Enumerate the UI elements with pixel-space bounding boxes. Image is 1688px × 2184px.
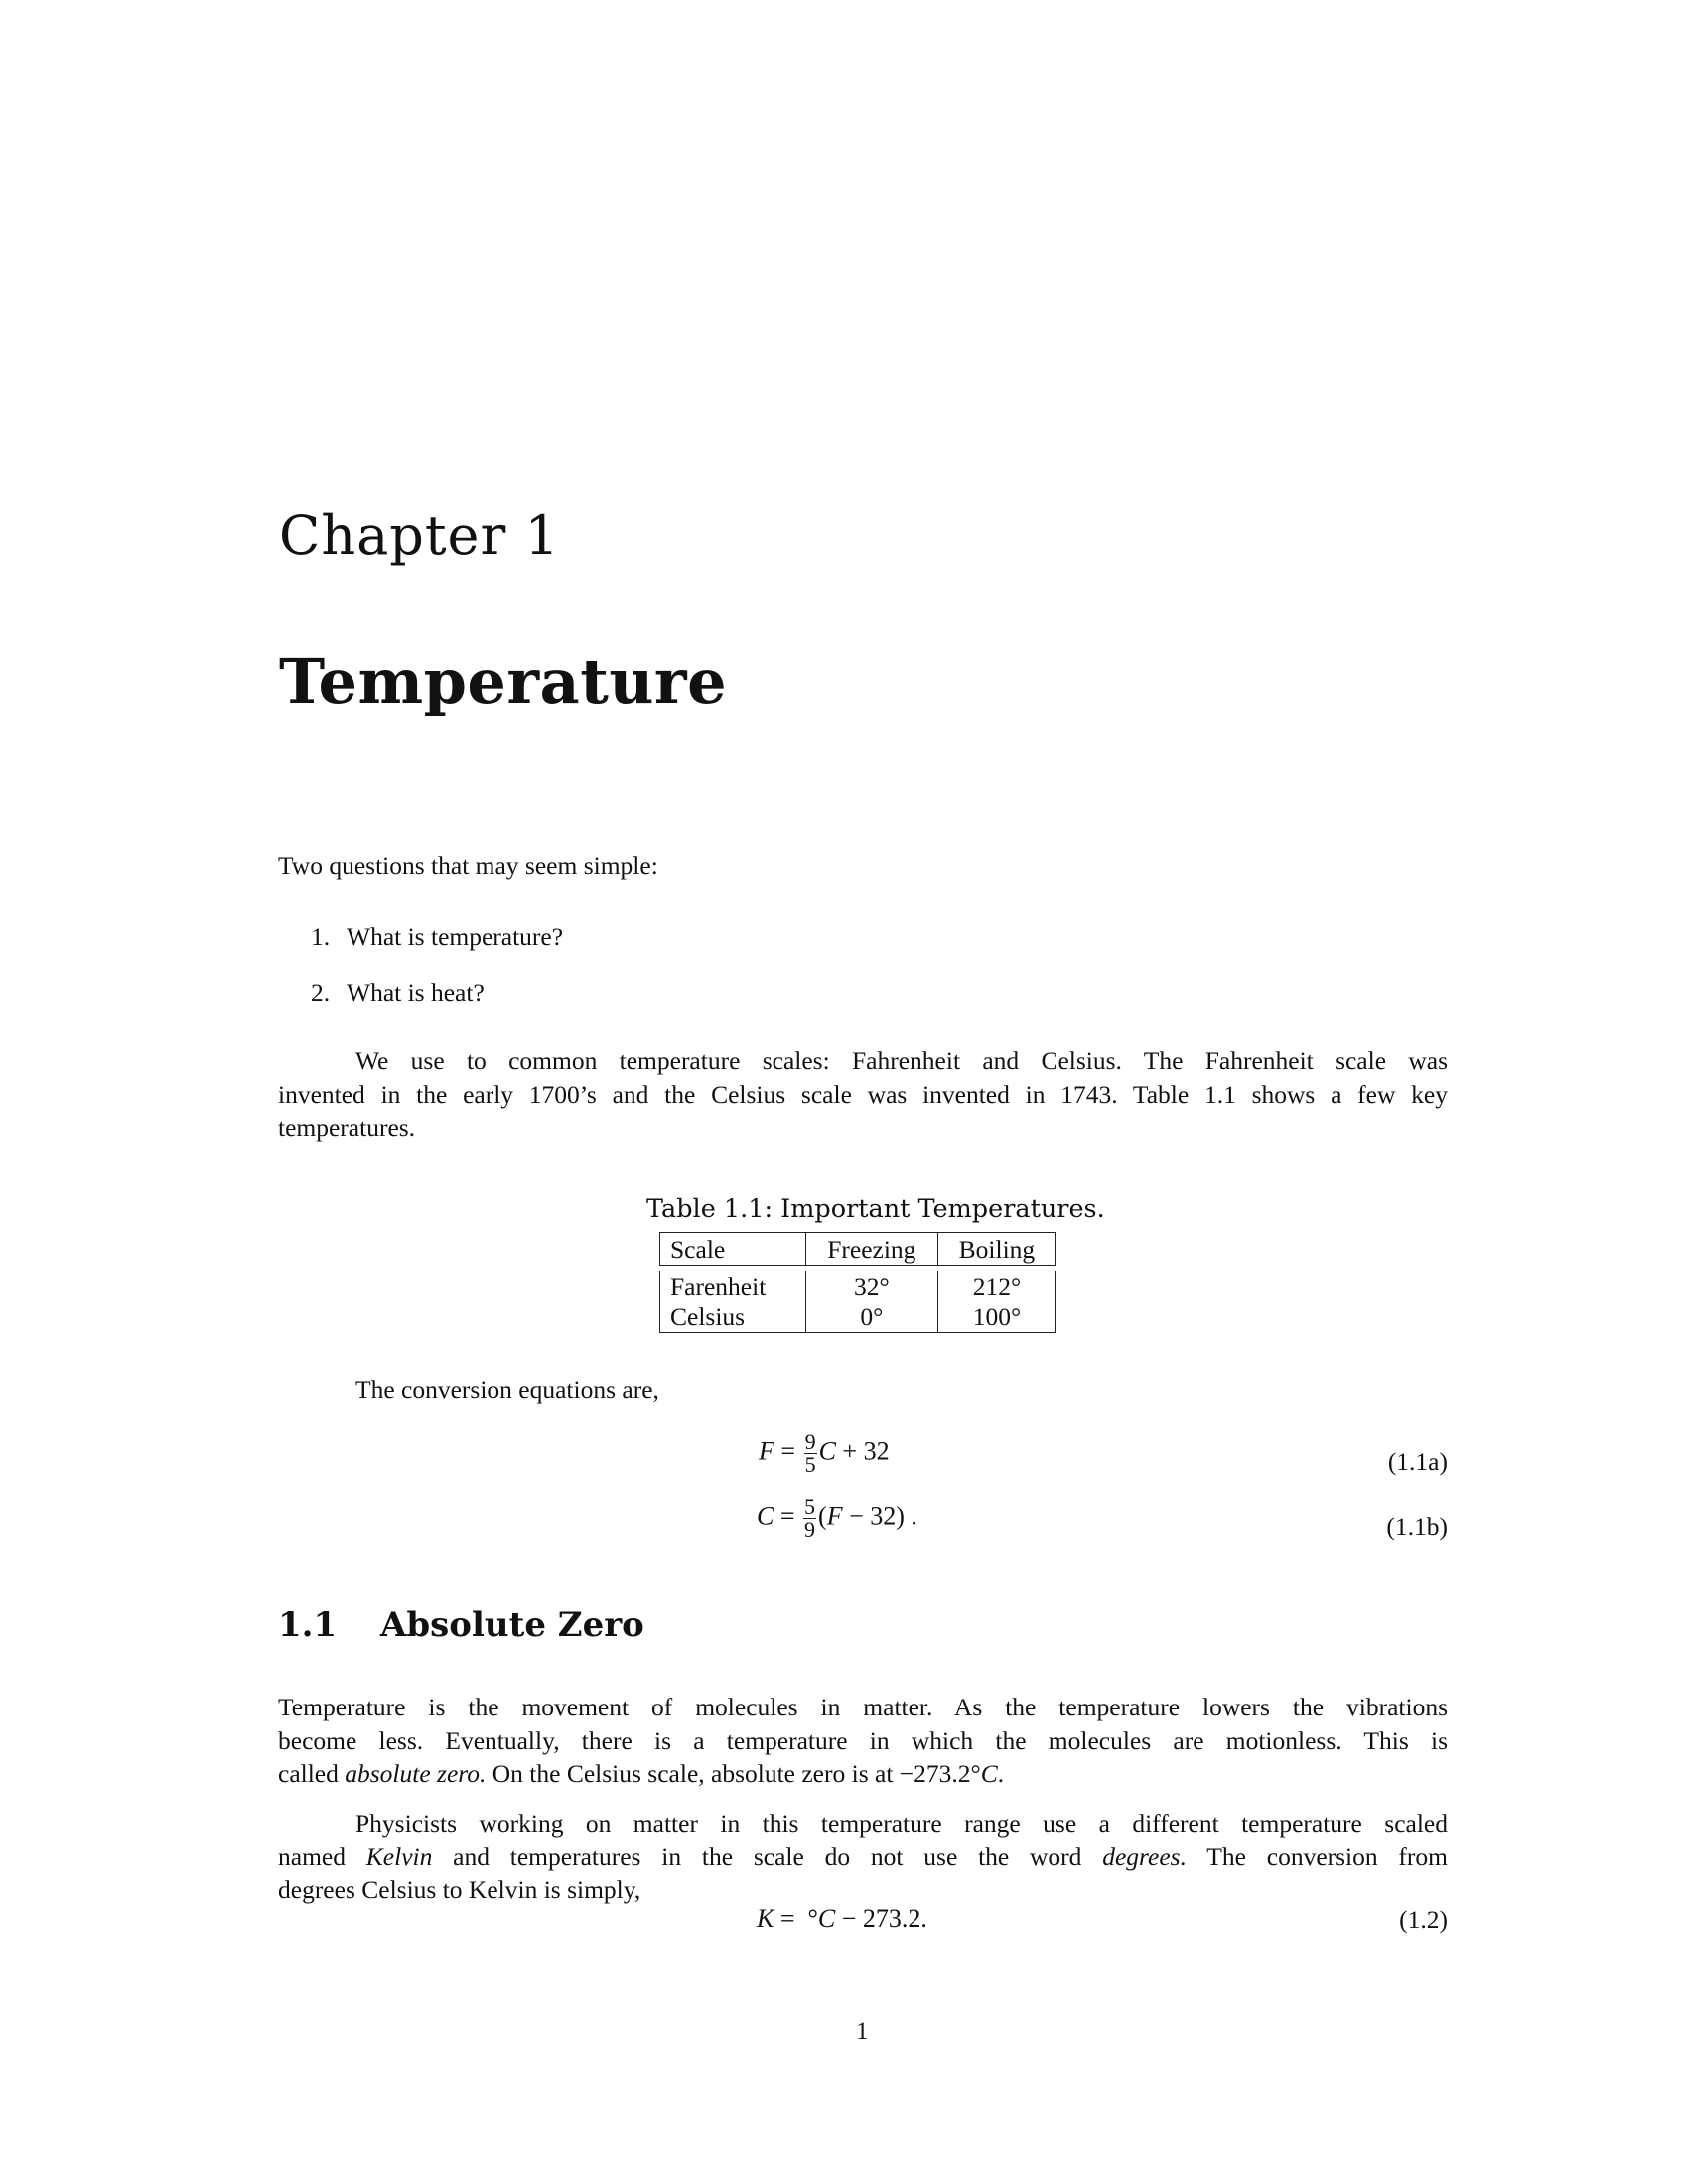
eq-rest: + 32 — [835, 1436, 890, 1466]
table-cell: 0° — [805, 1301, 937, 1333]
table-cell: 32° — [805, 1271, 937, 1301]
kelvin-paragraph — [278, 1807, 1448, 1907]
paragraph-line: We use to common temperature scales: Fahrenheit and Celsius. The Fahrenheit scale was — [355, 1046, 1448, 1075]
question-list-item — [311, 976, 485, 1010]
table-header-row — [660, 1233, 1056, 1266]
eq-paren: ( — [818, 1501, 827, 1531]
eq-var: C — [817, 1904, 836, 1933]
temperatures-table — [659, 1232, 1056, 1333]
table-header-cell: Scale — [660, 1233, 806, 1266]
eq-equals: = — [780, 1436, 796, 1466]
table-cell: Farenheit — [660, 1271, 806, 1301]
emphasis-kelvin: Kelvin — [365, 1842, 433, 1871]
equation-number: (1.1a) — [1387, 1447, 1448, 1476]
paragraph-line: Physicists working on matter in this temperature range use a different temperature scaled — [355, 1809, 1448, 1838]
eq-rest: − 273.2. — [835, 1904, 927, 1933]
eq-lhs: K — [757, 1904, 774, 1933]
eq-var: F — [826, 1501, 843, 1531]
equation-1-1b — [757, 1496, 917, 1541]
emphasis-degrees: degrees. — [1102, 1842, 1187, 1871]
chapter-title: Temperature — [279, 645, 728, 718]
table-row — [660, 1271, 1056, 1301]
emphasis-absolute-zero: absolute zero. — [345, 1759, 487, 1788]
eq-equals: = ° — [774, 1904, 818, 1933]
eq-lhs: F — [759, 1436, 774, 1466]
question-list-item — [311, 920, 563, 954]
paragraph-line: Temperature is the movement of molecules in matter. As the temperature lowers the vibrations — [278, 1693, 1448, 1721]
paragraph-line: invented in the early 1700’s and the Celsius scale was invented in 1743. Table 1.1 shows a few key — [278, 1079, 1448, 1109]
list-number: 2. — [311, 978, 331, 1007]
eq-rest: − 32) — [842, 1501, 905, 1531]
numerator: 5 — [804, 1494, 816, 1519]
eq-trail: . — [904, 1501, 917, 1531]
paragraph-line: degrees Celsius to Kelvin is simply, — [278, 1875, 641, 1904]
table-header-cell: Boiling — [937, 1233, 1055, 1266]
page-number: 1 — [856, 2018, 869, 2045]
numerator: 9 — [804, 1430, 816, 1454]
fraction — [803, 1496, 816, 1541]
eq-var: C — [818, 1436, 836, 1466]
section-title: Absolute Zero — [380, 1605, 644, 1645]
table-cell: 212° — [937, 1271, 1055, 1301]
section-heading — [278, 1605, 644, 1645]
list-text: What is temperature? — [347, 922, 564, 951]
table-cell: Celsius — [660, 1301, 806, 1333]
paragraph-line: temperatures. — [278, 1113, 416, 1142]
equation-number: (1.1b) — [1386, 1512, 1448, 1541]
list-text: What is heat? — [347, 978, 485, 1007]
denominator: 5 — [804, 1452, 816, 1477]
intro-lead: Two questions that may seem simple: — [278, 851, 658, 880]
absolute-zero-paragraph — [278, 1691, 1448, 1791]
table-caption: Table 1.1: Important Temperatures. — [646, 1194, 1105, 1224]
table-cell: 100° — [937, 1301, 1055, 1333]
table-row — [660, 1301, 1056, 1333]
paragraph-line: called absolute zero. On the Celsius scale, absolute zero is at −273.2°C. — [278, 1759, 1005, 1788]
fraction — [804, 1432, 817, 1476]
list-number: 1. — [311, 922, 331, 951]
conversion-lead: The conversion equations are, — [355, 1375, 659, 1404]
equation-1-2 — [757, 1904, 927, 1934]
table-header-cell: Freezing — [805, 1233, 937, 1266]
eq-equals: = — [779, 1501, 795, 1531]
chapter-label: Chapter 1 — [279, 504, 560, 567]
paragraph-line: become less. Eventually, there is a temperature in which the molecules are motionless. This is — [278, 1725, 1448, 1755]
section-number: 1.1 — [278, 1605, 338, 1645]
equation-1-1a — [759, 1432, 890, 1476]
eq-lhs: C — [757, 1501, 774, 1531]
intro-paragraph — [278, 1044, 1448, 1145]
paragraph-line: named Kelvin and temperatures in the scale do not use the word degrees. The conversion from — [278, 1842, 1449, 1871]
equation-number: (1.2) — [1399, 1905, 1448, 1934]
denominator: 9 — [804, 1517, 816, 1542]
